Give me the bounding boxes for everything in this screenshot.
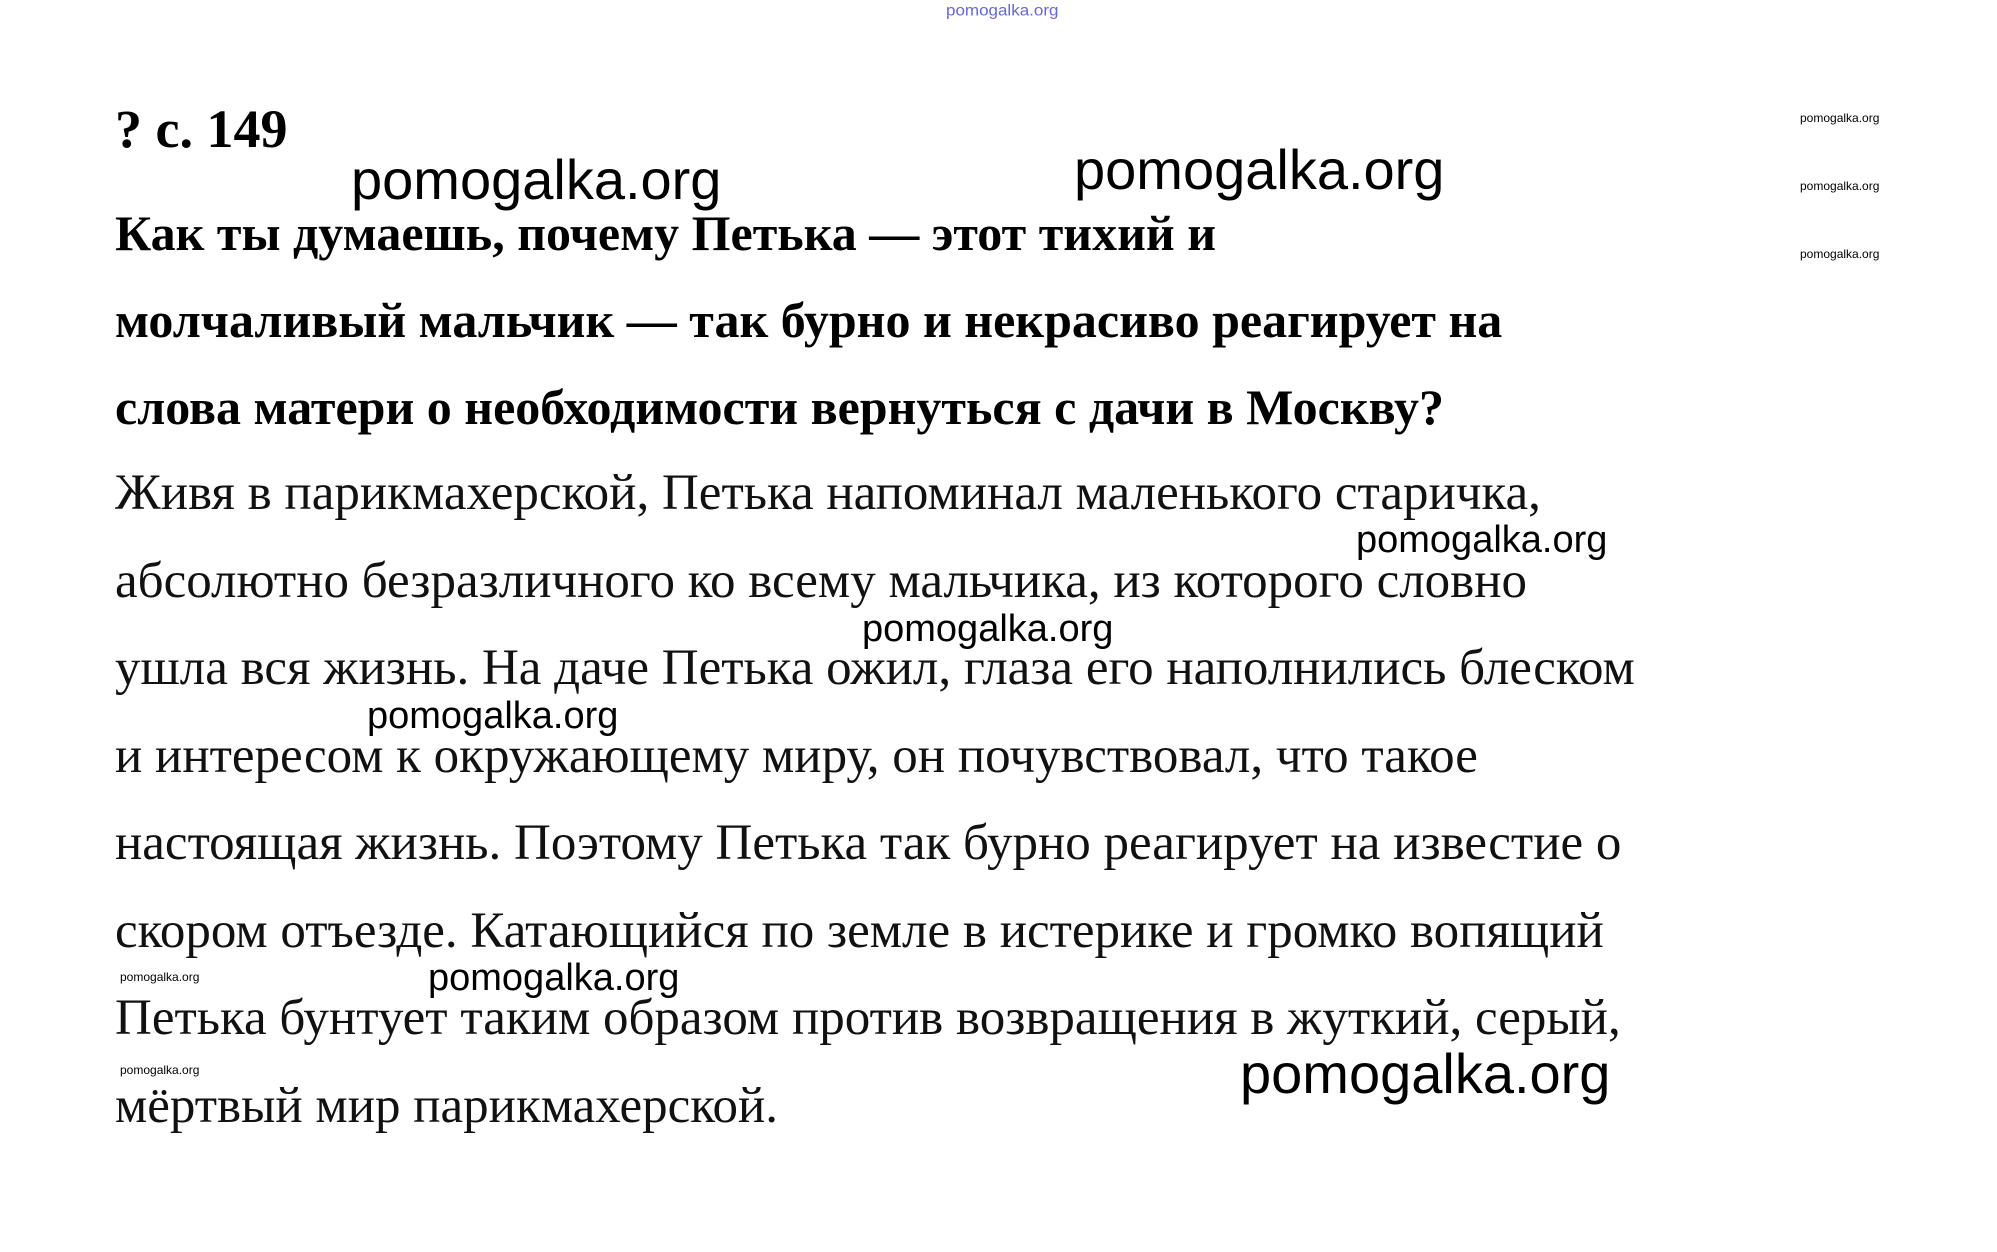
answer-line: абсолютно безразличного ко всему мальчика, из которого словно	[115, 552, 1528, 609]
answer-line: ушла вся жизнь. На даче Петька ожил, глаза его наполнились блеском	[115, 640, 1635, 696]
watermark: pomogalka.org	[1800, 247, 1880, 261]
answer-line: и интересом к окружающему миру, он почувствовал, что такое	[115, 727, 1478, 784]
watermark: pomogalka.org	[367, 695, 619, 737]
watermark: pomogalka.org	[428, 957, 680, 999]
watermark: pomogalka.org	[1240, 1042, 1611, 1105]
page-reference-heading: ? с. 149	[115, 99, 288, 159]
watermark: pomogalka.org	[351, 148, 722, 211]
answer-line: скором отъезде. Катающийся по земле в истерике и громко вопящий	[115, 902, 1604, 959]
answer-line: настоящая жизнь. Поэтому Петька так бурно реагирует на известие о	[115, 815, 1622, 871]
answer-line: Живя в парикмахерской, Петька напоминал маленького старичка,	[115, 465, 1541, 521]
watermark: pomogalka.org	[1356, 519, 1608, 561]
question-line: молчаливый мальчик — так бурно и некрасиво реагирует на	[115, 292, 1503, 348]
watermark: pomogalka.org	[120, 970, 200, 984]
question-line: слова матери о необходимости вернуться с дачи в Москву?	[115, 379, 1444, 435]
answer-line: мёртвый мир парикмахерской.	[115, 1077, 779, 1134]
watermark: pomogalka.org	[120, 1063, 200, 1077]
question-text	[115, 190, 1502, 451]
watermark-top: pomogalka.org	[946, 1, 1059, 20]
answer-line: Петька бунтует таким образом против возвращения в жуткий, серый,	[115, 990, 1621, 1046]
watermark: pomogalka.org	[1074, 138, 1445, 201]
question-line: Как ты думаешь, почему Петька — этот тихий и	[115, 205, 1217, 261]
watermark: pomogalka.org	[1800, 111, 1880, 125]
watermark: pomogalka.org	[1800, 179, 1880, 193]
watermark: pomogalka.org	[862, 608, 1114, 650]
